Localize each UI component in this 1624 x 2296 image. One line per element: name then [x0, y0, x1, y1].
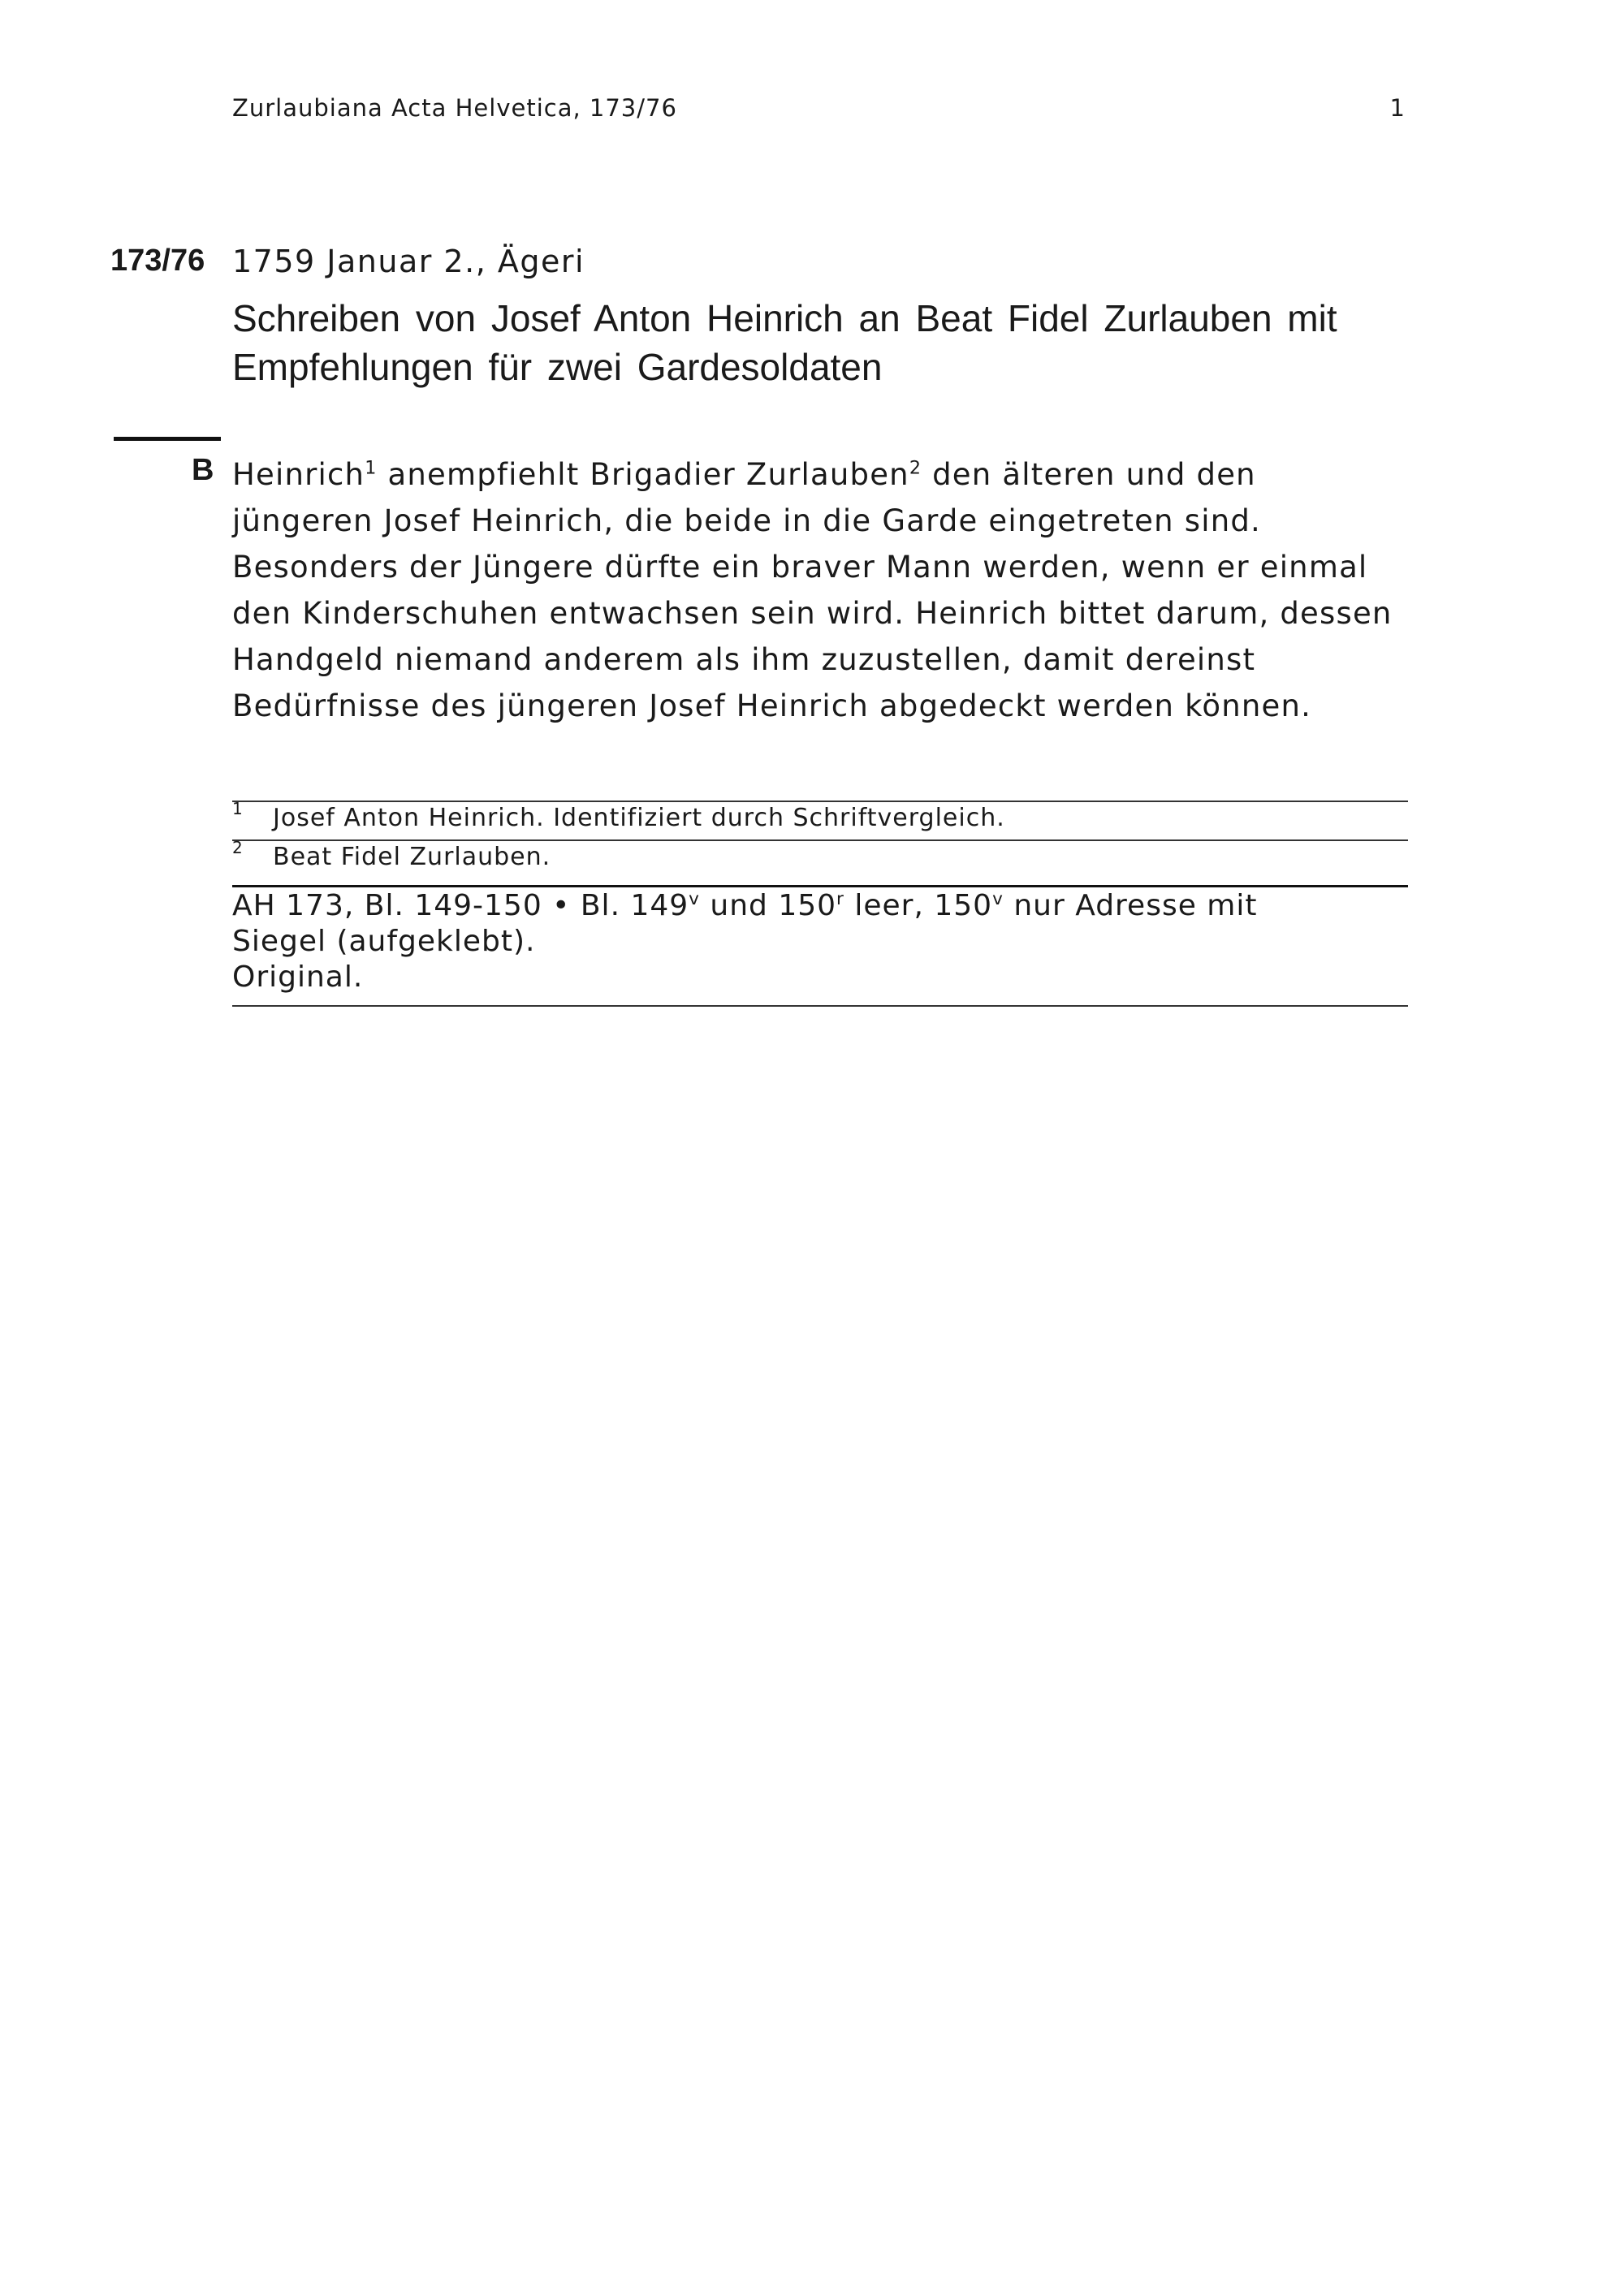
- document-title: Schreiben von Josef Anton Heinrich an Beat Fidel Zurlauben mit Empfehlungen für zwei Gardesoldaten: [232, 297, 1337, 388]
- footnote-text: Josef Anton Heinrich. Identifiziert durch Schriftvergleich.: [273, 804, 1005, 832]
- source-block: [232, 888, 1408, 995]
- document-date-place: 1759 Januar 2., Ägeri: [232, 244, 585, 279]
- running-title: Zurlaubiana Acta Helvetica, 173/76: [232, 94, 677, 122]
- folio-side: v: [992, 889, 1004, 909]
- folio-side: r: [836, 889, 844, 909]
- source-text-part: leer, 150: [844, 889, 993, 922]
- footnote-ref: 1: [365, 457, 378, 479]
- footnote-number: 1: [232, 799, 244, 818]
- regest-text-part: den älteren und den jüngeren Josef Heinrich, die beide in die Garde eingetreten sind. Besonders der Jüngere dürfte ein braver Mann werden, wenn er einmal den Kinderschuhen entwachsen sein wird. Heinrich bittet darum, dessen Handgeld niemand anderem als ihm zuzustellen, damit dereinst Bedürfnisse des jüngeren Josef Heinrich abgedeckt werden können.: [232, 457, 1393, 723]
- source-text-part: AH 173, Bl. 149-150 • Bl. 149: [232, 889, 689, 922]
- footnote-ref: 2: [909, 457, 922, 479]
- folio-side: v: [689, 889, 700, 909]
- source-rule-bottom: [232, 1005, 1408, 1007]
- source-text-part: nur Adresse mit: [1003, 889, 1258, 922]
- regest-text-part: Heinrich: [232, 457, 365, 492]
- footnote-rule-middle: [232, 839, 1408, 841]
- source-line-3: Original.: [232, 960, 364, 994]
- regest-text: [232, 451, 1402, 729]
- page-number: 1: [1389, 94, 1405, 122]
- footnote-text: Beat Fidel Zurlauben.: [273, 843, 551, 871]
- document-number: 173/76: [110, 244, 205, 278]
- source-line-2: Siegel (aufgeklebt).: [232, 925, 536, 958]
- source-text-part: und 150: [699, 889, 837, 922]
- regest-text-part: anempfiehlt Brigadier Zurlauben: [377, 457, 909, 492]
- footnote-rule-top: [232, 801, 1408, 802]
- regest-marker: B: [192, 453, 214, 487]
- section-marker-bar: [114, 437, 221, 441]
- source-rule-top: [232, 885, 1408, 887]
- source-line-1: [232, 888, 1408, 924]
- footnote-number: 2: [232, 838, 244, 857]
